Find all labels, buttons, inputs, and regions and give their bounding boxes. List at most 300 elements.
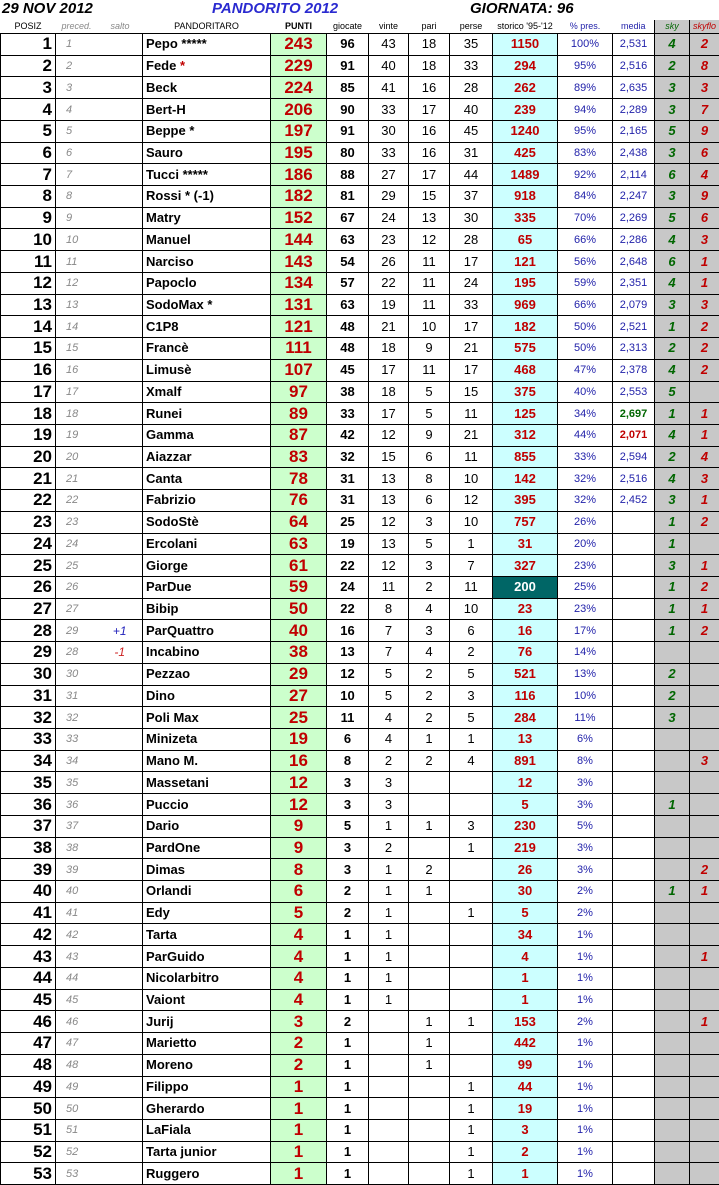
lost-cell: 5 [450, 707, 493, 729]
pos-cell: 12 [1, 272, 56, 294]
history-cell: 99 [493, 1054, 558, 1076]
prec-cell: 2 [56, 55, 98, 77]
table-row [1, 598, 719, 620]
prec-cell: 13 [56, 294, 98, 316]
pos-cell: 43 [1, 946, 56, 968]
table-row [1, 620, 719, 642]
salto-cell [98, 815, 143, 837]
prec-cell: 25 [56, 555, 98, 577]
name-cell: Minizeta [143, 729, 271, 751]
name-cell: Dario [143, 815, 271, 837]
table-row [1, 142, 719, 164]
pos-cell: 27 [1, 598, 56, 620]
played-cell: 1 [327, 1141, 369, 1163]
col-name: PANDORITARO [143, 20, 271, 34]
salto-cell [98, 750, 143, 772]
pres-cell: 32% [558, 490, 613, 512]
pres-cell: 95% [558, 120, 613, 142]
col-drawn: pari [409, 20, 450, 34]
won-cell: 12 [369, 424, 409, 446]
pos-cell: 38 [1, 837, 56, 859]
pres-cell: 5% [558, 815, 613, 837]
salto-cell [98, 120, 143, 142]
drawn-cell: 10 [409, 316, 450, 338]
played-cell: 1 [327, 989, 369, 1011]
sky-cell [655, 1119, 690, 1141]
table-row [1, 1076, 719, 1098]
pos-cell: 34 [1, 750, 56, 772]
pres-cell: 1% [558, 1098, 613, 1120]
avg-cell [613, 772, 655, 794]
page-title: PANDORITO 2012 [212, 0, 338, 17]
salto-cell [98, 186, 143, 208]
table-row [1, 511, 719, 533]
played-cell: 13 [327, 642, 369, 664]
skyflo-cell: 2 [690, 316, 719, 338]
pos-cell: 8 [1, 186, 56, 208]
name-cell: Gherardo [143, 1098, 271, 1120]
pos-cell: 11 [1, 251, 56, 273]
lost-cell: 1 [450, 902, 493, 924]
points-cell: 8 [271, 859, 327, 881]
pos-cell: 16 [1, 359, 56, 381]
drawn-cell: 11 [409, 294, 450, 316]
pres-cell: 84% [558, 186, 613, 208]
won-cell [369, 1033, 409, 1055]
played-cell: 32 [327, 446, 369, 468]
name-cell: Tarta junior [143, 1141, 271, 1163]
sky-cell: 1 [655, 794, 690, 816]
salto-cell [98, 663, 143, 685]
drawn-cell: 2 [409, 750, 450, 772]
skyflo-cell: 2 [690, 34, 719, 56]
salto-cell [98, 251, 143, 273]
sky-cell: 3 [655, 707, 690, 729]
played-cell: 6 [327, 729, 369, 751]
history-cell: 1240 [493, 120, 558, 142]
skyflo-cell: 2 [690, 511, 719, 533]
salto-cell: -1 [98, 642, 143, 664]
pos-cell: 49 [1, 1076, 56, 1098]
lost-cell [450, 794, 493, 816]
lost-cell: 1 [450, 1098, 493, 1120]
points-cell: 229 [271, 55, 327, 77]
prec-cell: 40 [56, 881, 98, 903]
lost-cell: 28 [450, 77, 493, 99]
won-cell: 29 [369, 186, 409, 208]
name-cell: Pepo ***** [143, 34, 271, 56]
table-row [1, 707, 719, 729]
points-cell: 78 [271, 468, 327, 490]
drawn-cell: 12 [409, 229, 450, 251]
table-row [1, 359, 719, 381]
prec-cell: 52 [56, 1141, 98, 1163]
played-cell: 3 [327, 794, 369, 816]
pos-cell: 40 [1, 881, 56, 903]
drawn-cell: 11 [409, 251, 450, 273]
avg-cell: 2,697 [613, 403, 655, 425]
table-row [1, 815, 719, 837]
drawn-cell: 4 [409, 598, 450, 620]
star-mark: * [180, 58, 185, 73]
prec-cell: 21 [56, 468, 98, 490]
salto-cell [98, 989, 143, 1011]
name-cell: ParGuido [143, 946, 271, 968]
lost-cell: 10 [450, 511, 493, 533]
drawn-cell [409, 967, 450, 989]
points-cell: 12 [271, 794, 327, 816]
name-cell: Xmalf [143, 381, 271, 403]
pres-cell: 1% [558, 924, 613, 946]
drawn-cell: 6 [409, 490, 450, 512]
salto-cell [98, 490, 143, 512]
table-row [1, 642, 719, 664]
history-cell: 757 [493, 511, 558, 533]
table-row [1, 316, 719, 338]
avg-cell: 2,269 [613, 207, 655, 229]
drawn-cell: 1 [409, 1054, 450, 1076]
points-cell: 195 [271, 142, 327, 164]
table-row [1, 729, 719, 751]
pos-cell: 6 [1, 142, 56, 164]
avg-cell: 2,247 [613, 186, 655, 208]
salto-cell [98, 1033, 143, 1055]
salto-cell [98, 729, 143, 751]
lost-cell: 5 [450, 663, 493, 685]
skyflo-cell: 3 [690, 229, 719, 251]
history-cell: 5 [493, 794, 558, 816]
points-cell: 50 [271, 598, 327, 620]
points-cell: 89 [271, 403, 327, 425]
pres-cell: 6% [558, 729, 613, 751]
lost-cell: 15 [450, 381, 493, 403]
drawn-cell: 9 [409, 424, 450, 446]
avg-cell [613, 946, 655, 968]
salto-cell [98, 338, 143, 360]
lost-cell: 10 [450, 598, 493, 620]
played-cell: 42 [327, 424, 369, 446]
table-row [1, 902, 719, 924]
sky-cell [655, 924, 690, 946]
lost-cell: 1 [450, 837, 493, 859]
history-cell: 1489 [493, 164, 558, 186]
table-row [1, 55, 719, 77]
played-cell: 1 [327, 1054, 369, 1076]
points-cell: 63 [271, 533, 327, 555]
pos-cell: 29 [1, 642, 56, 664]
salto-cell [98, 403, 143, 425]
pres-cell: 2% [558, 881, 613, 903]
won-cell: 15 [369, 446, 409, 468]
sky-cell [655, 750, 690, 772]
skyflo-cell: 3 [690, 468, 719, 490]
sky-cell [655, 772, 690, 794]
pres-cell: 23% [558, 555, 613, 577]
drawn-cell [409, 837, 450, 859]
sky-cell: 3 [655, 294, 690, 316]
history-cell: 239 [493, 99, 558, 121]
name-cell: Tucci ***** [143, 164, 271, 186]
prec-cell: 29 [56, 620, 98, 642]
skyflo-cell [690, 1076, 719, 1098]
points-cell: 197 [271, 120, 327, 142]
lost-cell: 7 [450, 555, 493, 577]
prec-cell: 1 [56, 34, 98, 56]
points-cell: 27 [271, 685, 327, 707]
lost-cell [450, 946, 493, 968]
lost-cell: 11 [450, 576, 493, 598]
player-name: Fede [146, 58, 176, 73]
salto-cell [98, 924, 143, 946]
table-row [1, 881, 719, 903]
salto-cell [98, 1119, 143, 1141]
history-cell: 153 [493, 1011, 558, 1033]
table-row [1, 859, 719, 881]
won-cell: 41 [369, 77, 409, 99]
history-cell: 34 [493, 924, 558, 946]
name-cell: Bibip [143, 598, 271, 620]
pres-cell: 1% [558, 1163, 613, 1185]
drawn-cell [409, 1119, 450, 1141]
won-cell: 3 [369, 794, 409, 816]
history-cell: 1 [493, 967, 558, 989]
table-row [1, 685, 719, 707]
points-cell: 152 [271, 207, 327, 229]
name-cell: Vaiont [143, 989, 271, 1011]
played-cell: 1 [327, 946, 369, 968]
pres-cell: 50% [558, 338, 613, 360]
sky-cell [655, 1098, 690, 1120]
pres-cell: 1% [558, 1076, 613, 1098]
played-cell: 5 [327, 815, 369, 837]
played-cell: 16 [327, 620, 369, 642]
name-cell: Marietto [143, 1033, 271, 1055]
skyflo-cell [690, 989, 719, 1011]
drawn-cell: 3 [409, 511, 450, 533]
sky-cell: 1 [655, 316, 690, 338]
prec-cell: 8 [56, 186, 98, 208]
table-row [1, 1098, 719, 1120]
drawn-cell: 1 [409, 729, 450, 751]
avg-cell [613, 881, 655, 903]
pos-cell: 45 [1, 989, 56, 1011]
col-avg: media [613, 20, 655, 34]
won-cell [369, 1141, 409, 1163]
pres-cell: 50% [558, 316, 613, 338]
pos-cell: 13 [1, 294, 56, 316]
lost-cell: 24 [450, 272, 493, 294]
won-cell: 2 [369, 837, 409, 859]
won-cell: 4 [369, 707, 409, 729]
skyflo-cell [690, 815, 719, 837]
drawn-cell [409, 1076, 450, 1098]
points-cell: 4 [271, 967, 327, 989]
prec-cell: 5 [56, 120, 98, 142]
name-cell: Papoclo [143, 272, 271, 294]
prec-cell: 20 [56, 446, 98, 468]
lost-cell: 1 [450, 1076, 493, 1098]
pos-cell: 37 [1, 815, 56, 837]
played-cell: 1 [327, 1119, 369, 1141]
prec-cell: 7 [56, 164, 98, 186]
salto-cell [98, 685, 143, 707]
prec-cell: 32 [56, 707, 98, 729]
pres-cell: 20% [558, 533, 613, 555]
salto-cell [98, 316, 143, 338]
won-cell: 1 [369, 881, 409, 903]
pres-cell: 44% [558, 424, 613, 446]
pres-cell: 66% [558, 294, 613, 316]
history-cell: 125 [493, 403, 558, 425]
played-cell: 45 [327, 359, 369, 381]
avg-cell [613, 533, 655, 555]
won-cell: 13 [369, 490, 409, 512]
drawn-cell [409, 772, 450, 794]
sky-cell [655, 729, 690, 751]
avg-cell [613, 837, 655, 859]
skyflo-cell: 2 [690, 359, 719, 381]
sky-cell [655, 1054, 690, 1076]
pres-cell: 17% [558, 620, 613, 642]
pres-cell: 47% [558, 359, 613, 381]
sky-cell [655, 967, 690, 989]
pos-cell: 22 [1, 490, 56, 512]
salto-cell [98, 1076, 143, 1098]
pres-cell: 3% [558, 794, 613, 816]
points-cell: 16 [271, 750, 327, 772]
name-cell: PardOne [143, 837, 271, 859]
won-cell: 2 [369, 750, 409, 772]
played-cell: 25 [327, 511, 369, 533]
skyflo-cell [690, 707, 719, 729]
prec-cell: 41 [56, 902, 98, 924]
skyflo-cell [690, 794, 719, 816]
avg-cell [613, 729, 655, 751]
skyflo-cell: 9 [690, 186, 719, 208]
skyflo-cell: 6 [690, 207, 719, 229]
played-cell: 8 [327, 750, 369, 772]
lost-cell [450, 924, 493, 946]
won-cell: 13 [369, 468, 409, 490]
lost-cell: 33 [450, 55, 493, 77]
pos-cell: 52 [1, 1141, 56, 1163]
points-cell: 59 [271, 576, 327, 598]
pres-cell: 94% [558, 99, 613, 121]
name-cell: Poli Max [143, 707, 271, 729]
skyflo-cell: 8 [690, 55, 719, 77]
played-cell: 2 [327, 902, 369, 924]
drawn-cell: 15 [409, 186, 450, 208]
sky-cell: 2 [655, 55, 690, 77]
played-cell: 63 [327, 229, 369, 251]
lost-cell: 1 [450, 1163, 493, 1185]
won-cell: 23 [369, 229, 409, 251]
lost-cell: 17 [450, 359, 493, 381]
pos-cell: 15 [1, 338, 56, 360]
salto-cell [98, 555, 143, 577]
table-row [1, 338, 719, 360]
history-cell: 121 [493, 251, 558, 273]
played-cell: 1 [327, 1098, 369, 1120]
avg-cell [613, 750, 655, 772]
table-row [1, 967, 719, 989]
pres-cell: 8% [558, 750, 613, 772]
pos-cell: 48 [1, 1054, 56, 1076]
won-cell: 1 [369, 815, 409, 837]
drawn-cell: 13 [409, 207, 450, 229]
table-row [1, 207, 719, 229]
history-cell: 969 [493, 294, 558, 316]
history-cell: 44 [493, 1076, 558, 1098]
history-cell: 521 [493, 663, 558, 685]
skyflo-cell [690, 772, 719, 794]
pres-cell: 10% [558, 685, 613, 707]
table-row [1, 837, 719, 859]
sky-cell [655, 946, 690, 968]
played-cell: 91 [327, 55, 369, 77]
points-cell: 2 [271, 1033, 327, 1055]
pres-cell: 1% [558, 1054, 613, 1076]
played-cell: 31 [327, 468, 369, 490]
avg-cell [613, 1033, 655, 1055]
won-cell: 33 [369, 142, 409, 164]
skyflo-cell: 1 [690, 490, 719, 512]
drawn-cell: 11 [409, 272, 450, 294]
table-row [1, 186, 719, 208]
name-cell: Fabrizio [143, 490, 271, 512]
prec-cell: 19 [56, 424, 98, 446]
col-skyflo: skyflo [690, 20, 719, 34]
lost-cell [450, 967, 493, 989]
sky-cell [655, 1033, 690, 1055]
salto-cell [98, 294, 143, 316]
played-cell: 63 [327, 294, 369, 316]
name-cell: ParQuattro [143, 620, 271, 642]
col-history: storico '95-'12 [493, 20, 558, 34]
salto-cell [98, 446, 143, 468]
table-row [1, 1054, 719, 1076]
avg-cell [613, 1141, 655, 1163]
salto-cell [98, 272, 143, 294]
avg-cell: 2,313 [613, 338, 655, 360]
skyflo-cell: 2 [690, 620, 719, 642]
points-cell: 97 [271, 381, 327, 403]
prec-cell: 50 [56, 1098, 98, 1120]
pos-cell: 17 [1, 381, 56, 403]
sky-cell: 2 [655, 663, 690, 685]
points-cell: 40 [271, 620, 327, 642]
pos-cell: 9 [1, 207, 56, 229]
name-cell: Dimas [143, 859, 271, 881]
table-row [1, 576, 719, 598]
name-cell: Giorge [143, 555, 271, 577]
prec-cell: 17 [56, 381, 98, 403]
won-cell [369, 1098, 409, 1120]
sky-cell: 1 [655, 620, 690, 642]
pres-cell: 2% [558, 1011, 613, 1033]
skyflo-cell: 1 [690, 424, 719, 446]
sky-cell [655, 1163, 690, 1185]
skyflo-cell: 1 [690, 251, 719, 273]
avg-cell: 2,071 [613, 424, 655, 446]
pos-cell: 2 [1, 55, 56, 77]
pres-cell: 1% [558, 1119, 613, 1141]
skyflo-cell [690, 1119, 719, 1141]
won-cell [369, 1163, 409, 1185]
prec-cell: 45 [56, 989, 98, 1011]
lost-cell: 3 [450, 815, 493, 837]
pos-cell: 44 [1, 967, 56, 989]
